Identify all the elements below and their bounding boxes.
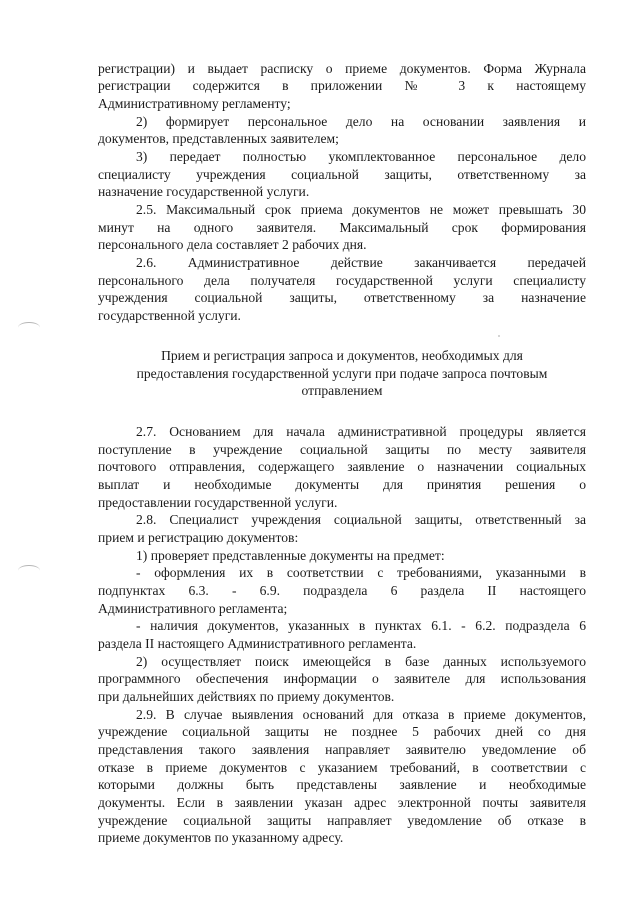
text-line: назначение государственной услуги. xyxy=(98,184,310,199)
text-line: персонального дела получателя государственной услуги специалисту xyxy=(98,273,586,288)
text-line: 2.7. Основанием для начала административной процедуры является xyxy=(136,424,586,439)
text-line: программного обеспечения информации о заявителе для использования xyxy=(98,671,586,686)
text-line: 2.5. Максимальный срок приема документов не может превышать 30 xyxy=(136,202,586,217)
text-line: документы. Если в заявлении указан адрес электронной почты заявителя xyxy=(98,795,586,810)
text-line: персонального дела составляет 2 рабочих дня. xyxy=(98,237,367,252)
text-line: почтового отправления, содержащего заявление о назначении социальных xyxy=(98,459,586,474)
text-line: - наличия документов, указанных в пунктах 6.1. - 6.2. подраздела 6 xyxy=(136,618,586,633)
text-line: регистрации) и выдает расписку о приеме документов. Форма Журнала xyxy=(98,61,586,76)
text-line: государственной услуги. xyxy=(98,308,241,323)
text-line: представления такого заявления направляет заявителю уведомление об xyxy=(98,742,586,757)
text-line: 2.6. Административное действие заканчивается передачей xyxy=(136,255,586,270)
binder-hole-mark xyxy=(18,322,40,333)
text-line: подпунктах 6.3. - 6.9. подраздела 6 раздела II настоящего xyxy=(98,583,586,598)
scan-speck xyxy=(498,335,500,337)
text-line: поступление в учреждение социальной защиты по месту заявителя xyxy=(98,442,586,457)
text-line: отказе в приеме документов с указанием требований, в соответствии с xyxy=(98,760,586,775)
text-line: специалисту учреждения социальной защиты, ответственному за xyxy=(98,167,586,182)
text-line: приеме документов по указанному адресу. xyxy=(98,830,344,845)
section-heading: Прием и регистрация запроса и документов, необходимых для xyxy=(161,348,523,363)
text-line: Административному регламенту; xyxy=(98,96,291,111)
text-line: раздела II настоящего Административного регламента. xyxy=(98,636,417,651)
text-line: учреждение социальной защиты направляет уведомление об отказе в xyxy=(98,813,586,828)
text-line: 2.8. Специалист учреждения социальной защиты, ответственный за xyxy=(136,512,586,527)
text-line: 3) передает полностью укомплектованное персональное дело xyxy=(136,149,586,164)
section-heading: отправлением xyxy=(301,383,383,398)
section-heading: предоставления государственной услуги при подаче запроса почтовым xyxy=(136,366,548,381)
text-line: учреждение социальной защиты не позднее 5 рабочих дней со дня xyxy=(98,724,586,739)
text-line: которыми должны быть представлены заявление и необходимые xyxy=(98,777,586,792)
text-line: выплат и необходимые документы для принятия решения о xyxy=(98,477,586,492)
text-line: минут на одного заявителя. Максимальный срок формирования xyxy=(98,220,586,235)
text-line: - оформления их в соответствии с требованиями, указанными в xyxy=(136,565,586,580)
text-line: 2.9. В случае выявления оснований для отказа в приеме документов, xyxy=(136,707,586,722)
text-line: документов, представленных заявителем; xyxy=(98,131,339,146)
text-line: 2) осуществляет поиск имеющейся в базе данных используемого xyxy=(136,654,586,669)
text-line: Административного регламента; xyxy=(98,601,288,616)
text-line: при дальнейших действиях по приему документов. xyxy=(98,689,395,704)
text-line: прием и регистрацию документов: xyxy=(98,530,299,545)
text-line: учреждения социальной защиты, ответственному за назначение xyxy=(98,290,586,305)
text-line: 2) формирует персональное дело на основании заявления и xyxy=(136,114,586,129)
text-line: 1) проверяет представленные документы на предмет: xyxy=(136,548,445,563)
text-line: регистрации содержится в приложении № 3 к настоящему xyxy=(98,78,586,93)
text-line: предоставлении государственной услуги. xyxy=(98,495,338,510)
binder-hole-mark xyxy=(18,565,40,576)
